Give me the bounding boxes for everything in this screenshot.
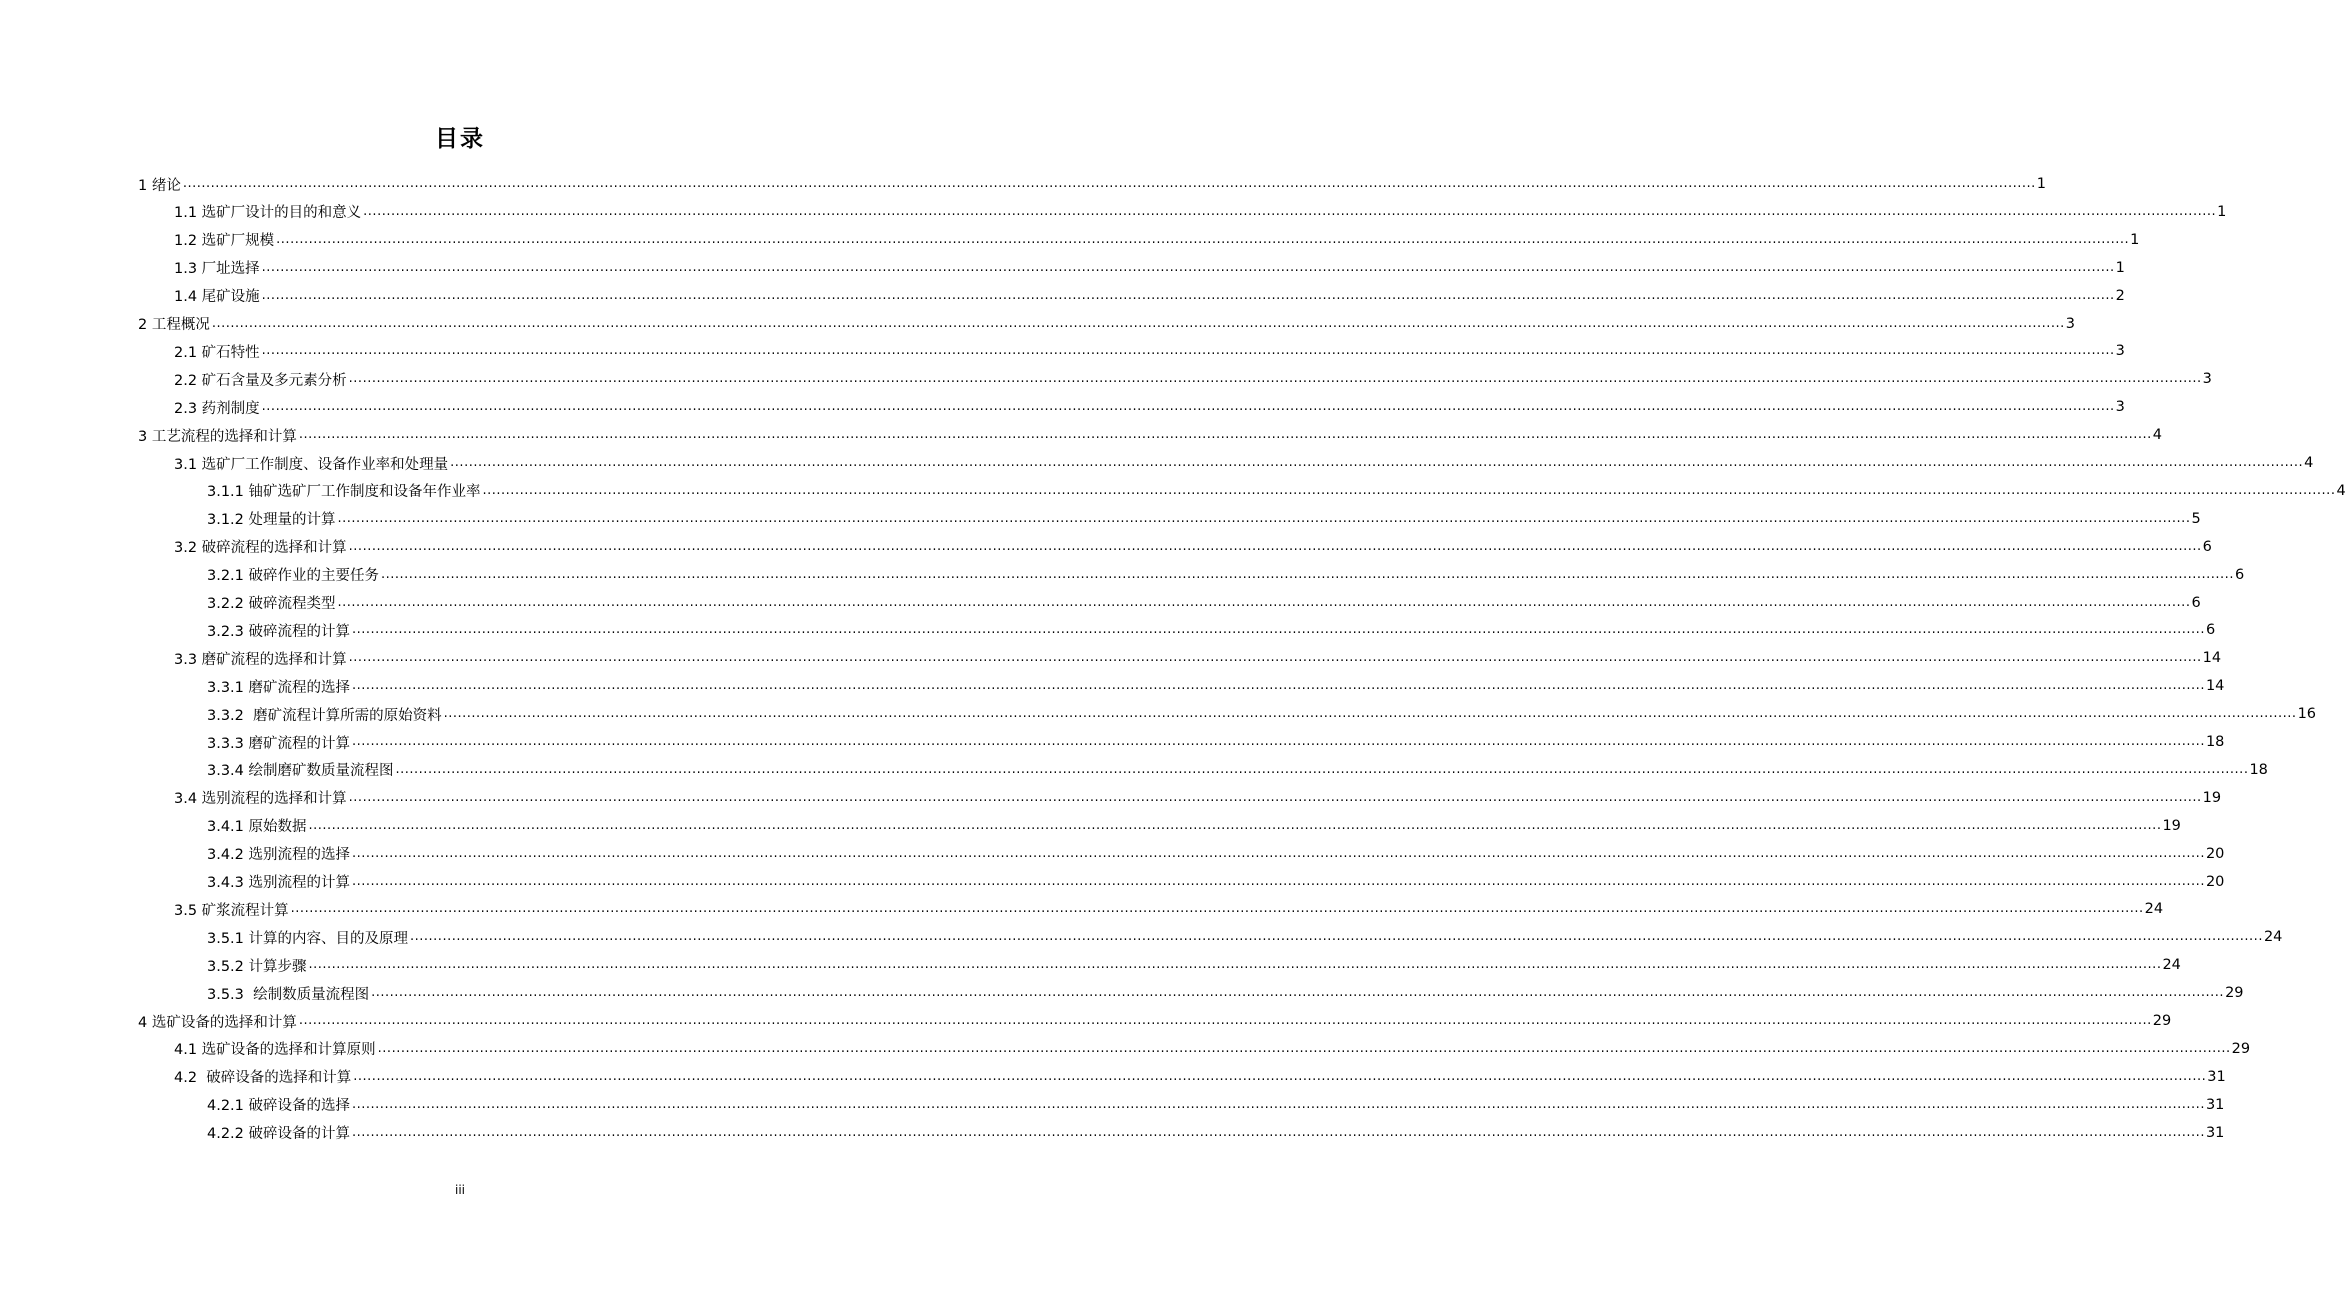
toc-entry-page-number: 3 xyxy=(2115,399,2125,416)
toc-entry-page-number: 31 xyxy=(2205,1124,2225,1141)
toc-entry-level-2[interactable] xyxy=(174,1063,2226,1091)
toc-entry-page-number: 29 xyxy=(2225,985,2244,1002)
toc-entry-label: 3.3.3 磨矿流程的计算 xyxy=(207,735,351,752)
toc-dot-leader: ................................................................................................................................................................................................................................................................................................................................................................................................................ xyxy=(308,817,2162,833)
toc-entry-page-number: 3 xyxy=(2115,343,2125,360)
toc-dot-leader: ................................................................................................................................................................................................................................................................................................................................................................................................................ xyxy=(348,538,2202,554)
toc-dot-leader: ................................................................................................................................................................................................................................................................................................................................................................................................................ xyxy=(348,650,2202,666)
toc-entry-page-number: 14 xyxy=(2202,650,2222,667)
toc-entry-level-3[interactable] xyxy=(207,589,2201,617)
toc-dot-leader: ................................................................................................................................................................................................................................................................................................................................................................................................................ xyxy=(337,594,2191,610)
toc-entry-label: 3.3.4 绘制磨矿数质量流程图 xyxy=(207,763,394,780)
toc-entry-level-3[interactable] xyxy=(207,868,2225,896)
toc-dot-leader: ................................................................................................................................................................................................................................................................................................................................................................................................................ xyxy=(261,259,2115,275)
toc-entry-page-number: 29 xyxy=(2231,1040,2251,1057)
toc-entry-page-number: 2 xyxy=(2115,287,2125,304)
toc-entry-level-2[interactable] xyxy=(174,449,2314,477)
toc-dot-leader: ................................................................................................................................................................................................................................................................................................................................................................................................................ xyxy=(337,510,2191,526)
toc-entry-level-3[interactable] xyxy=(207,951,2181,979)
toc-entry-label: 3.3.1 磨矿流程的选择 xyxy=(207,679,351,696)
toc-entry-label: 3.1.1 铀矿选矿厂工作制度和设备年作业率 xyxy=(207,484,481,501)
toc-entry-page-number: 20 xyxy=(2205,873,2225,890)
toc-entry-label: 4.1 选矿设备的选择和计算原则 xyxy=(174,1042,376,1059)
toc-dot-leader: ................................................................................................................................................................................................................................................................................................................................................................................................................ xyxy=(261,287,2115,303)
toc-entry-label: 3.5 矿浆流程计算 xyxy=(174,902,289,919)
toc-entry-page-number: 20 xyxy=(2205,845,2225,862)
toc-dot-leader: ................................................................................................................................................................................................................................................................................................................................................................................................................ xyxy=(353,1068,2207,1084)
toc-entry-label: 4.2.1 破碎设备的选择 xyxy=(207,1098,351,1115)
toc-entry-page-number: 31 xyxy=(2205,1096,2225,1113)
toc-entry-label: 2.2 矿石含量及多元素分析 xyxy=(174,372,347,389)
toc-entry-level-3[interactable] xyxy=(207,672,2225,700)
toc-entry-page-number: 4 xyxy=(2336,482,2346,499)
toc-entry-page-number: 1 xyxy=(2115,259,2125,276)
toc-entry-level-1[interactable] xyxy=(138,170,2047,198)
page-title: 目录 xyxy=(435,126,485,152)
toc-entry-label: 1.1 选矿厂设计的目的和意义 xyxy=(174,205,362,222)
toc-entry-page-number: 24 xyxy=(2162,957,2181,974)
toc-entry-level-3[interactable] xyxy=(207,728,2225,756)
toc-entry-label: 3.4.3 选别流程的计算 xyxy=(207,875,351,891)
toc-entry-level-2[interactable] xyxy=(174,198,2227,226)
toc-entry-label: 1.4 尾矿设施 xyxy=(174,289,260,306)
toc-dot-leader: ................................................................................................................................................................................................................................................................................................................................................................................................................ xyxy=(410,929,2263,945)
toc-entry-label: 4 选矿设备的选择和计算 xyxy=(138,1014,297,1031)
toc-dot-leader: ................................................................................................................................................................................................................................................................................................................................................................................................................ xyxy=(352,873,2205,889)
toc-entry-label: 3.4.1 原始数据 xyxy=(207,819,307,836)
toc-entry-label: 3.4.2 选别流程的选择 xyxy=(207,847,351,864)
toc-entry-level-2[interactable] xyxy=(174,1035,2251,1063)
toc-dot-leader: ................................................................................................................................................................................................................................................................................................................................................................................................................ xyxy=(261,343,2115,359)
toc-entry-level-1[interactable] xyxy=(138,310,2076,338)
toc-entry-level-3[interactable] xyxy=(207,756,2268,784)
toc-dot-leader: ................................................................................................................................................................................................................................................................................................................................................................................................................ xyxy=(348,371,2202,387)
toc-entry-level-3[interactable] xyxy=(207,979,2244,1007)
toc-dot-leader: ................................................................................................................................................................................................................................................................................................................................................................................................................ xyxy=(377,1040,2231,1056)
toc-dot-leader: ................................................................................................................................................................................................................................................................................................................................................................................................................ xyxy=(182,176,2036,191)
toc-entry-level-2[interactable] xyxy=(174,226,2140,254)
toc-entry-label: 3 工艺流程的选择和计算 xyxy=(138,428,297,445)
toc-dot-leader: ................................................................................................................................................................................................................................................................................................................................................................................................................ xyxy=(352,1124,2205,1140)
toc-dot-leader: ................................................................................................................................................................................................................................................................................................................................................................................................................ xyxy=(363,203,2217,219)
toc-entry-label: 3.1 选矿厂工作制度、设备作业率和处理量 xyxy=(174,456,449,473)
toc-entry-label: 3.2.1 破碎作业的主要任务 xyxy=(207,568,380,585)
toc-entry-page-number: 14 xyxy=(2205,678,2225,695)
toc-entry-page-number: 3 xyxy=(2065,315,2076,332)
toc-entry-level-3[interactable] xyxy=(207,561,2245,589)
toc-entry-page-number: 24 xyxy=(2144,901,2164,918)
toc-dot-leader: ................................................................................................................................................................................................................................................................................................................................................................................................................ xyxy=(450,455,2304,470)
toc-entry-label: 3.5.3 绘制数质量流程图 xyxy=(207,986,370,1003)
toc-entry-page-number: 18 xyxy=(2249,761,2268,778)
toc-entry-level-3[interactable] xyxy=(207,616,2216,644)
toc-dot-leader: ................................................................................................................................................................................................................................................................................................................................................................................................................ xyxy=(352,845,2205,861)
toc-dot-leader: ................................................................................................................................................................................................................................................................................................................................................................................................................ xyxy=(348,789,2202,805)
toc-entry-page-number: 1 xyxy=(2217,203,2227,220)
toc-entry-label: 3.3 磨矿流程的选择和计算 xyxy=(174,651,347,668)
toc-entry-label: 3.5.2 计算步骤 xyxy=(207,958,307,975)
toc-entry-level-3[interactable] xyxy=(207,840,2225,868)
toc-entry-page-number: 6 xyxy=(2191,594,2201,611)
toc-entry-level-2[interactable] xyxy=(174,282,2125,310)
toc-entry-label: 3.2 破碎流程的选择和计算 xyxy=(174,540,347,557)
toc-entry-page-number: 6 xyxy=(2202,538,2212,555)
toc-entry-page-number: 31 xyxy=(2207,1068,2226,1085)
toc-dot-leader: ................................................................................................................................................................................................................................................................................................................................................................................................................ xyxy=(352,1096,2205,1112)
toc-dot-leader: ................................................................................................................................................................................................................................................................................................................................................................................................................ xyxy=(352,678,2205,694)
toc-dot-leader: ................................................................................................................................................................................................................................................................................................................................................................................................................ xyxy=(308,957,2162,973)
toc-entry-label: 1.2 选矿厂规模 xyxy=(174,233,275,250)
toc-entry-page-number: 29 xyxy=(2152,1013,2172,1029)
toc-entry-level-1[interactable] xyxy=(138,1007,2172,1035)
page-number: iii xyxy=(454,1183,465,1197)
toc-entry-level-2[interactable] xyxy=(174,895,2164,923)
toc-entry-label: 3.5.1 计算的内容、目的及原理 xyxy=(207,930,409,947)
toc-dot-leader: ................................................................................................................................................................................................................................................................................................................................................................................................................ xyxy=(352,622,2205,638)
toc-entry-level-2[interactable] xyxy=(174,784,2222,812)
toc-entry-page-number: 4 xyxy=(2152,427,2163,444)
toc-entry-label: 1 绪论 xyxy=(138,177,181,194)
toc-dot-leader: ................................................................................................................................................................................................................................................................................................................................................................................................................ xyxy=(276,231,2130,247)
toc-entry-level-3[interactable] xyxy=(207,1091,2225,1119)
toc-entry-page-number: 19 xyxy=(2162,817,2181,834)
toc-entry-label: 2.3 药剂制度 xyxy=(174,400,260,417)
toc-entry-level-2[interactable] xyxy=(174,393,2125,421)
toc-entry-level-2[interactable] xyxy=(174,533,2212,561)
toc-entry-label: 2 工程概况 xyxy=(138,317,210,333)
toc-entry-label: 3.4 选别流程的选择和计算 xyxy=(174,791,347,808)
toc-entry-page-number: 4 xyxy=(2304,455,2314,471)
toc-entry-level-3[interactable] xyxy=(207,812,2181,840)
toc-entry-level-2[interactable] xyxy=(174,337,2125,365)
toc-entry-page-number: 6 xyxy=(2234,566,2245,583)
toc-entry-page-number: 18 xyxy=(2205,734,2225,750)
toc-dot-leader: ................................................................................................................................................................................................................................................................................................................................................................................................................ xyxy=(395,761,2249,777)
toc-entry-label: 2.1 矿石特性 xyxy=(174,344,260,361)
toc-entry-page-number: 19 xyxy=(2202,789,2222,806)
toc-dot-leader: ................................................................................................................................................................................................................................................................................................................................................................................................................ xyxy=(482,482,2336,498)
toc-entry-label: 4.2 破碎设备的选择和计算 xyxy=(174,1070,352,1087)
toc-entry-page-number: 24 xyxy=(2263,929,2283,946)
toc-entry-page-number: 5 xyxy=(2191,510,2201,527)
toc-entry-label: 3.1.2 处理量的计算 xyxy=(207,512,336,529)
toc-entry-level-3[interactable] xyxy=(207,923,2283,951)
toc-entry-level-2[interactable] xyxy=(174,644,2222,672)
toc-entry-page-number: 3 xyxy=(2202,371,2212,388)
toc-entry-page-number: 6 xyxy=(2205,622,2216,639)
toc-entry-level-3[interactable] xyxy=(207,1119,2225,1147)
toc-entry-label: 3.3.2 磨矿流程计算所需的原始资料 xyxy=(207,707,442,724)
toc-entry-level-3[interactable] xyxy=(207,700,2317,728)
toc-entry-page-number: 16 xyxy=(2297,706,2317,723)
toc-entry-level-2[interactable] xyxy=(174,365,2212,393)
toc-entry-label: 1.3 厂址选择 xyxy=(174,261,260,278)
toc-dot-leader: ................................................................................................................................................................................................................................................................................................................................................................................................................ xyxy=(261,399,2115,415)
toc-entry-label: 4.2.2 破碎设备的计算 xyxy=(207,1126,351,1143)
toc-dot-leader: ................................................................................................................................................................................................................................................................................................................................................................................................................ xyxy=(290,901,2144,917)
toc-dot-leader: ................................................................................................................................................................................................................................................................................................................................................................................................................ xyxy=(443,706,2297,722)
toc-entry-label: 3.2.2 破碎流程类型 xyxy=(207,596,336,612)
toc-dot-leader: ................................................................................................................................................................................................................................................................................................................................................................................................................ xyxy=(352,734,2205,749)
toc-dot-leader: ................................................................................................................................................................................................................................................................................................................................................................................................................ xyxy=(298,427,2152,443)
toc-dot-leader: ................................................................................................................................................................................................................................................................................................................................................................................................................ xyxy=(298,1013,2152,1028)
toc-entry-page-number: 1 xyxy=(2036,176,2047,192)
toc-entry-level-2[interactable] xyxy=(174,254,2125,282)
toc-dot-leader: ................................................................................................................................................................................................................................................................................................................................................................................................................ xyxy=(371,985,2225,1001)
toc-entry-level-3[interactable] xyxy=(207,505,2201,533)
toc-entry-page-number: 1 xyxy=(2130,231,2140,248)
toc-entry-level-3[interactable] xyxy=(207,477,2346,505)
toc-entry-label: 3.2.3 破碎流程的计算 xyxy=(207,623,351,640)
toc-entry-level-1[interactable] xyxy=(138,421,2163,449)
toc-dot-leader: ................................................................................................................................................................................................................................................................................................................................................................................................................ xyxy=(381,566,2234,582)
toc-dot-leader: ................................................................................................................................................................................................................................................................................................................................................................................................................ xyxy=(211,315,2065,331)
